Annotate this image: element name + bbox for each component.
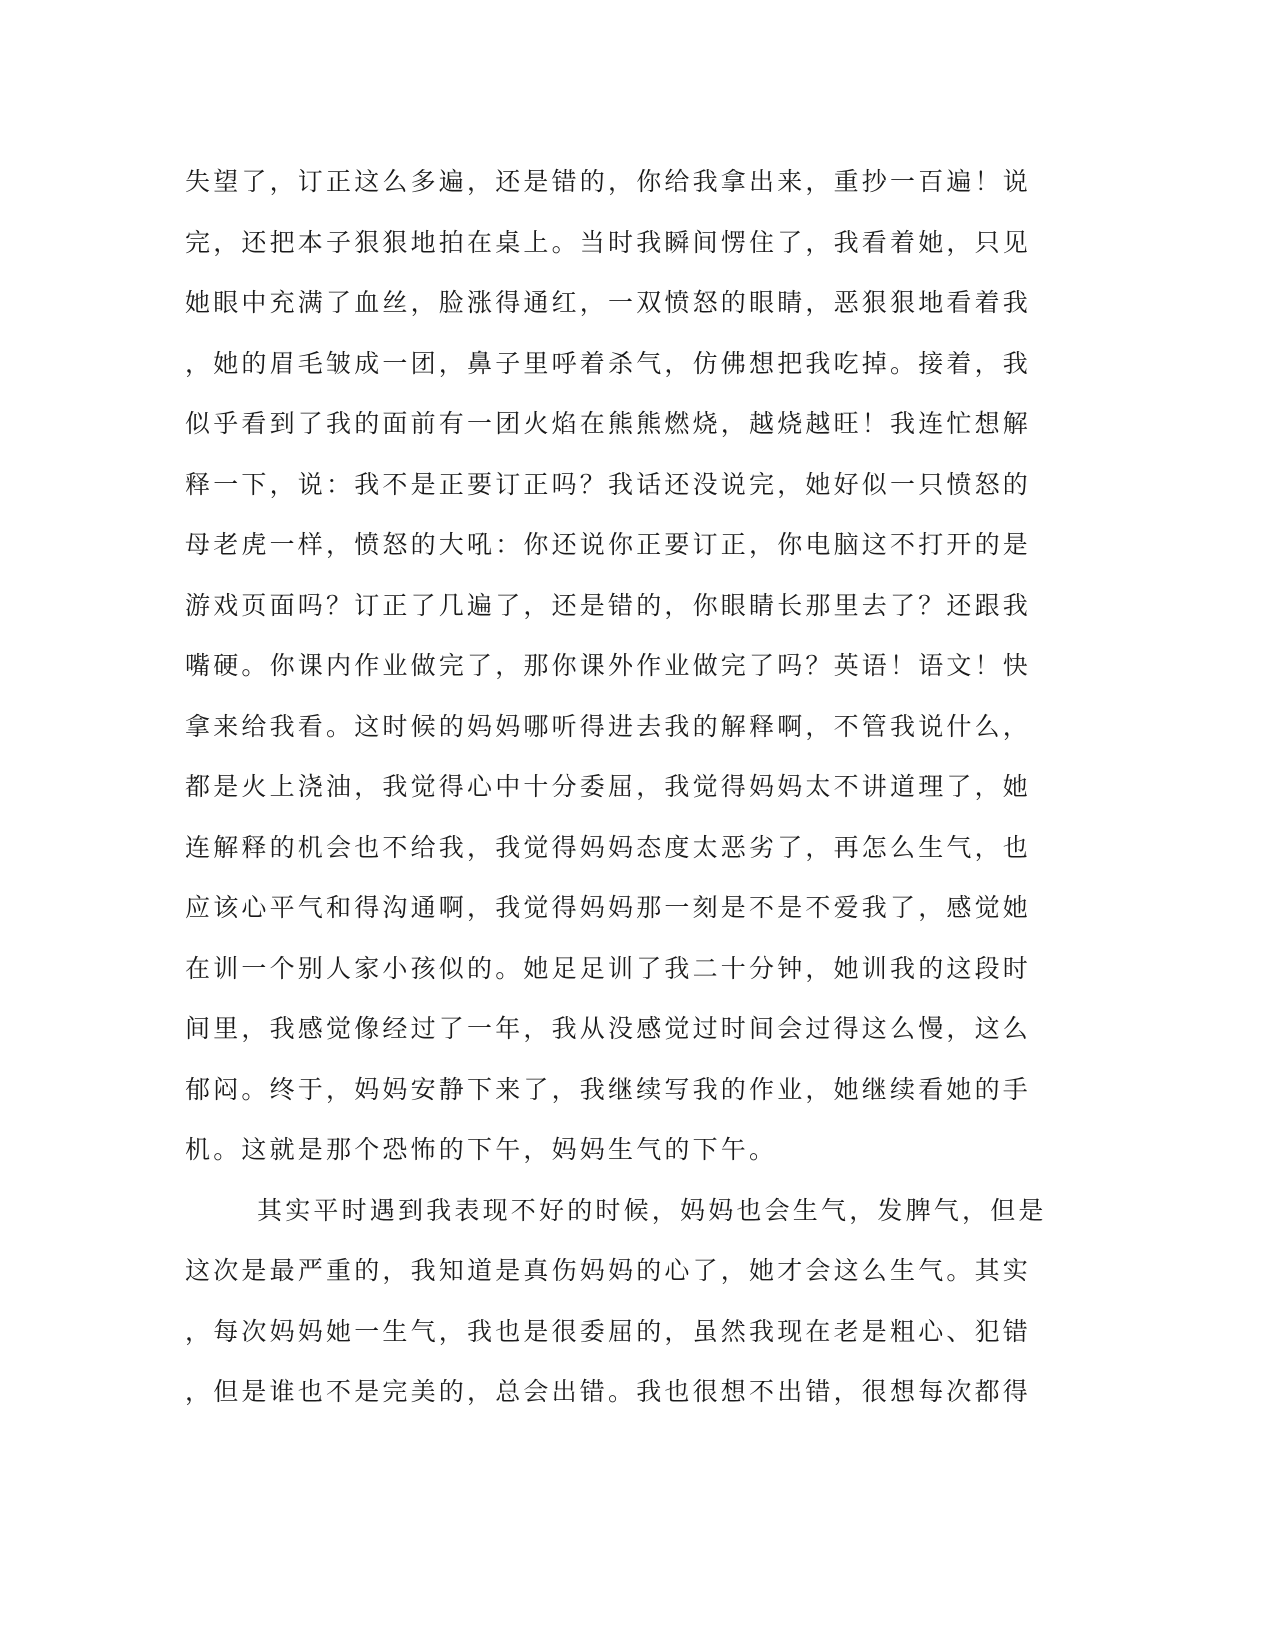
text-line: 在训一个别人家小孩似的。她足足训了我二十分钟，她训我的这段时 — [185, 953, 1032, 983]
body-text — [185, 162, 1085, 1433]
text-line: 游戏页面吗？订正了几遍了，还是错的，你眼睛长那里去了？还跟我 — [185, 590, 1032, 620]
text-line: 连解释的机会也不给我，我觉得妈妈态度太恶劣了，再怎么生气，也 — [185, 832, 1032, 862]
text-line: 应该心平气和得沟通啊，我觉得妈妈那一刻是不是不爱我了，感觉她 — [185, 893, 1032, 922]
text-line: ，但是谁也不是完美的，总会出错。我也很想不出错，很想每次都得 — [185, 1377, 1032, 1406]
text-line: ，她的眉毛皱成一团，鼻子里呼着杀气，仿佛想把我吃掉。接着，我 — [185, 348, 1032, 378]
text-line: 完，还把本子狠狠地拍在桌上。当时我瞬间愣住了，我看着她，只见 — [185, 227, 1032, 257]
text-line: 母老虎一样，愤怒的大吼：你还说你正要订正，你电脑这不打开的是 — [185, 530, 1032, 559]
text-line: 嘴硬。你课内作业做完了，那你课外作业做完了吗？英语！语文！快 — [185, 651, 1032, 680]
text-line: 机。这就是那个恐怖的下午，妈妈生气的下午。 — [185, 1135, 778, 1164]
text-line: 失望了，订正这么多遍，还是错的，你给我拿出来，重抄一百遍！说 — [185, 167, 1032, 196]
text-line: 拿来给我看。这时候的妈妈哪听得进去我的解释啊，不管我说什么， — [185, 711, 1032, 741]
text-line: 她眼中充满了血丝，脸涨得通红，一双愤怒的眼睛，恶狠狠地看着我 — [185, 288, 1032, 317]
text-line: 间里，我感觉像经过了一年，我从没感觉过时间会过得这么慢，这么 — [185, 1014, 1032, 1043]
text-line: 郁闷。终于，妈妈安静下来了，我继续写我的作业，她继续看她的手 — [185, 1074, 1032, 1104]
text-line: 释一下，说：我不是正要订正吗？我话还没说完，她好似一只愤怒的 — [185, 469, 1032, 499]
text-line: ，每次妈妈她一生气，我也是很委屈的，虽然我现在老是粗心、犯错 — [185, 1316, 1032, 1346]
text-line: 都是火上浇油，我觉得心中十分委屈，我觉得妈妈太不讲道理了，她 — [185, 772, 1032, 801]
text-line: 这次是最严重的，我知道是真伤妈妈的心了，她才会这么生气。其实 — [185, 1256, 1032, 1285]
text-line: 似乎看到了我的面前有一团火焰在熊熊燃烧，越烧越旺！我连忙想解 — [185, 409, 1032, 438]
paragraph-start-line: 其实平时遇到我表现不好的时候，妈妈也会生气，发脾气，但是 — [257, 1195, 1047, 1225]
